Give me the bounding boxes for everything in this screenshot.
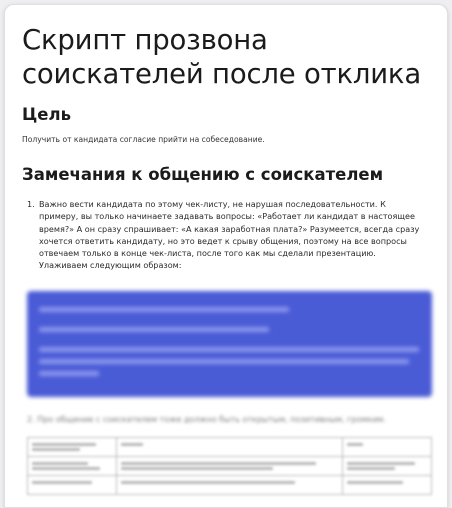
table-row (28, 476, 432, 495)
callout-line (39, 307, 289, 312)
notes-heading: Замечания к общению с соискателем (22, 165, 384, 184)
goal-text: Получить от кандидата согласие прийти на собеседование. (22, 135, 265, 144)
document-title: Скрипт прозвона соискателей после отклика (22, 24, 421, 90)
table-cell (116, 457, 342, 476)
list-item-number: 1. (27, 199, 35, 209)
list-item-number: 2. (27, 415, 35, 424)
callout-line (39, 371, 99, 376)
table-cell (28, 457, 117, 476)
script-callout (27, 291, 432, 397)
table-cell (343, 457, 432, 476)
list-item-text: Важно вести кандидата по этому чек-листу, не нарушая последовательности. К примеру, вы только начинаете задавать вопросы: «Работает ли кандидат в настоящее время?» А он сразу спрашивает: «А какая заработная плата?» Разумеется, всегда сразу хочется ответить кандидату, но это ведет к срыву общения, поэтому на все вопросы отвечаем только в конце чек-листа, после того как мы сделали презентацию. Улаживаем следующим образом: (39, 199, 420, 271)
checklist-table (27, 437, 432, 508)
callout-line (39, 327, 269, 332)
table-cell (116, 438, 342, 457)
list-item-text: Про общение с соискателем тоже должно быть открытым, позитивным, громким. (37, 415, 386, 424)
goal-heading: Цель (22, 105, 72, 124)
list-item (27, 414, 427, 426)
callout-line (39, 347, 419, 352)
document-page (4, 4, 448, 508)
table-cell (343, 476, 432, 495)
table-cell (116, 476, 342, 495)
table-row (28, 457, 432, 476)
table-row (28, 438, 432, 457)
table-cell (28, 438, 117, 457)
callout-line (39, 359, 409, 364)
table-cell (28, 476, 117, 495)
table-cell (343, 438, 432, 457)
